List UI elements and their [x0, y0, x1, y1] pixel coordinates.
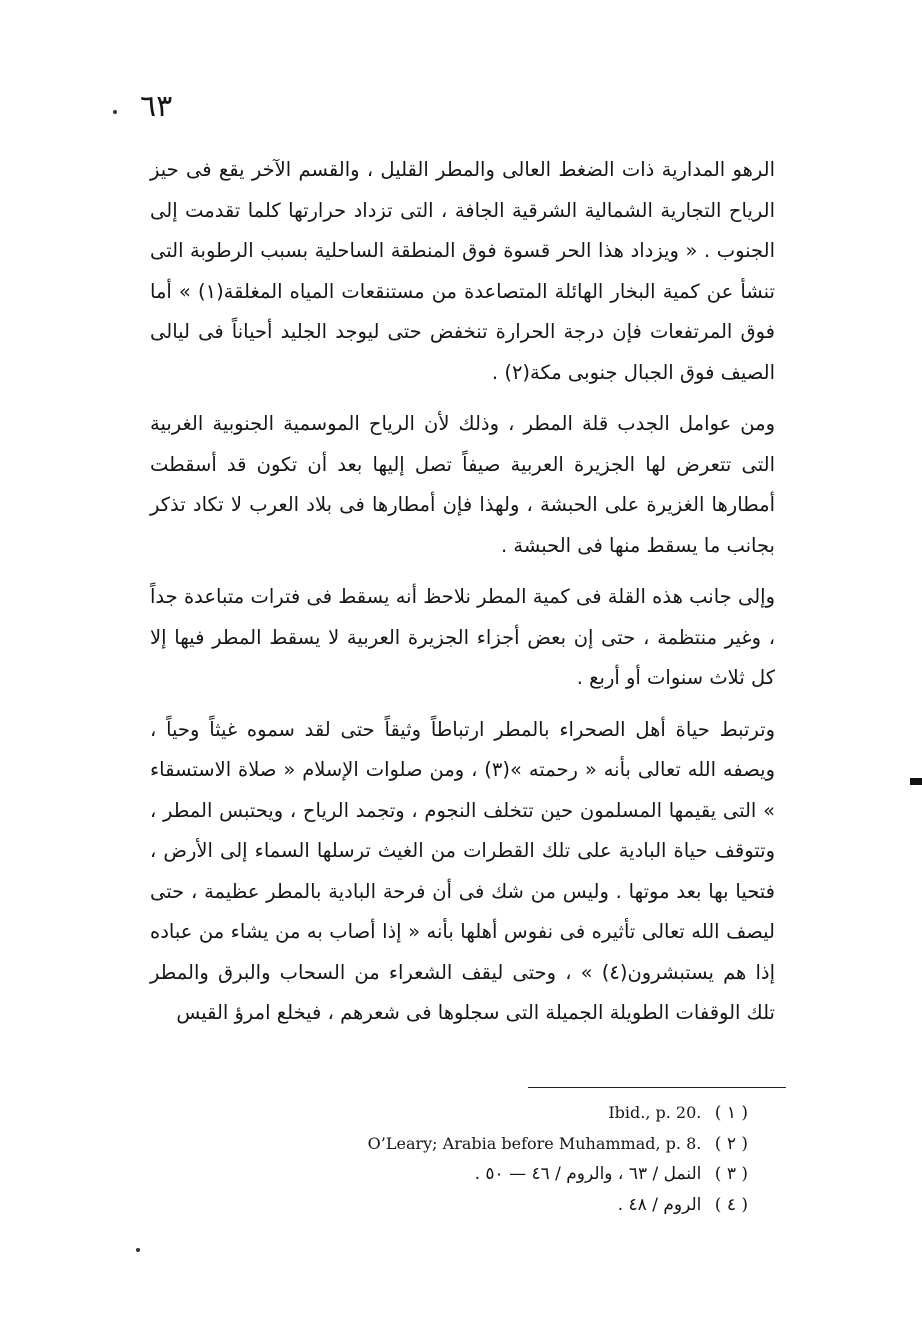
footnote-number: ( ٤ ) — [714, 1195, 748, 1215]
footnote-number: ( ١ ) — [714, 1103, 748, 1123]
paragraph-climate: الرهو المدارية ذات الضغط العالى والمطر القليل ، والقسم الآخر يقع فى حيز الرياح التجارية الشمالية الشرقية الجافة ، التى تزداد حرارتها كلما تقدمت إلى الجنوب . « ويزداد هذا الحر قسوة فوق المنطقة الساحلية بسبب الرطوبة التى تنشأ عن كمية البخار الهائلة المتصاعدة من مستنقعات المياه المغلقة(١) » أما فوق المرتفعات فإن درجة الحرارة تنخفض حتى ليوجد الجليد أحياناً فى ليالى الصيف فوق الجبال جنوبى مكة(٢) . — [150, 158, 775, 384]
footnote-text: Ibid., p. 20. — [608, 1103, 702, 1122]
footnote-text: النمل / ٦٣ ، والروم / ٤٦ — ٥٠ . — [474, 1164, 702, 1184]
paragraph-drought: ومن عوامل الجدب قلة المطر ، وذلك لأن الرياح الموسمية الجنوبية الغربية التى تتعرض لها الجزيرة العربية صيفاً تصل إليها بعد أن تكون قد أسقطت أمطارها الغزيرة على الحبشة ، ولهذا فإن أمطارها فى بلاد العرب لا تكاد تذكر بجانب ما يسقط منها فى الحبشة . — [150, 412, 775, 557]
footnote-number: ( ٣ ) — [714, 1164, 748, 1184]
footnote-2 — [188, 1128, 748, 1159]
footnotes — [188, 1097, 748, 1221]
margin-dot-bottom — [136, 1248, 140, 1252]
paragraph-rain-life: وترتبط حياة أهل الصحراء بالمطر ارتباطاً وثيقاً حتى لقد سموه غيثاً وحياً ، ويصفه الله تعالى بأنه « رحمته »(٣) ، ومن صلوات الإسلام « صلاة الاستسقاء » التى يقيمها المسلمون حين تتخلف النجوم ، وتجمد الرياح ، ويحتبس المطر ، وتتوقف حياة البادية على تلك القطرات من الغيث ترسلها السماء إلى الأرض ، فتحيا بها بعد موتها . وليس من شك فى أن فرحة البادية بالمطر عظيمة ، حتى ليصف الله تعالى تأثيره فى نفوس أهلها بأنه « إذا أصاب به من يشاء من عباده إذا هم يستبشرون(٤) » ، وحتى ليقف الشعراء من السحاب والبرق والمطر تلك الوقفات الطويلة الجميلة التى سجلوها فى شعرهم ، فيخلع امرؤ القيس — [150, 717, 775, 1024]
footnote-1 — [188, 1097, 748, 1128]
margin-dot-top — [113, 110, 117, 114]
margin-edge-mark — [910, 778, 922, 785]
paragraph-rain-scarcity: وإلى جانب هذه القلة فى كمية المطر نلاحظ أنه يسقط فى فترات متباعدة جداً ، وغير منتظمة ، حتى إن بعض أجزاء الجزيرة العربية لا يسقط المطر فيها إلا كل ثلاث سنوات أو أربع . — [150, 585, 775, 689]
footnote-4 — [188, 1190, 748, 1221]
footnote-rule — [528, 1087, 786, 1088]
footnote-text: O’Leary; Arabia before Muhammad, p. 8. — [367, 1134, 702, 1153]
main-text — [150, 150, 775, 1045]
footnote-number: ( ٢ ) — [714, 1134, 748, 1154]
page-number: ٦٣ — [140, 89, 173, 124]
footnote-3 — [188, 1159, 748, 1190]
footnote-text: الروم / ٤٨ . — [617, 1195, 702, 1215]
